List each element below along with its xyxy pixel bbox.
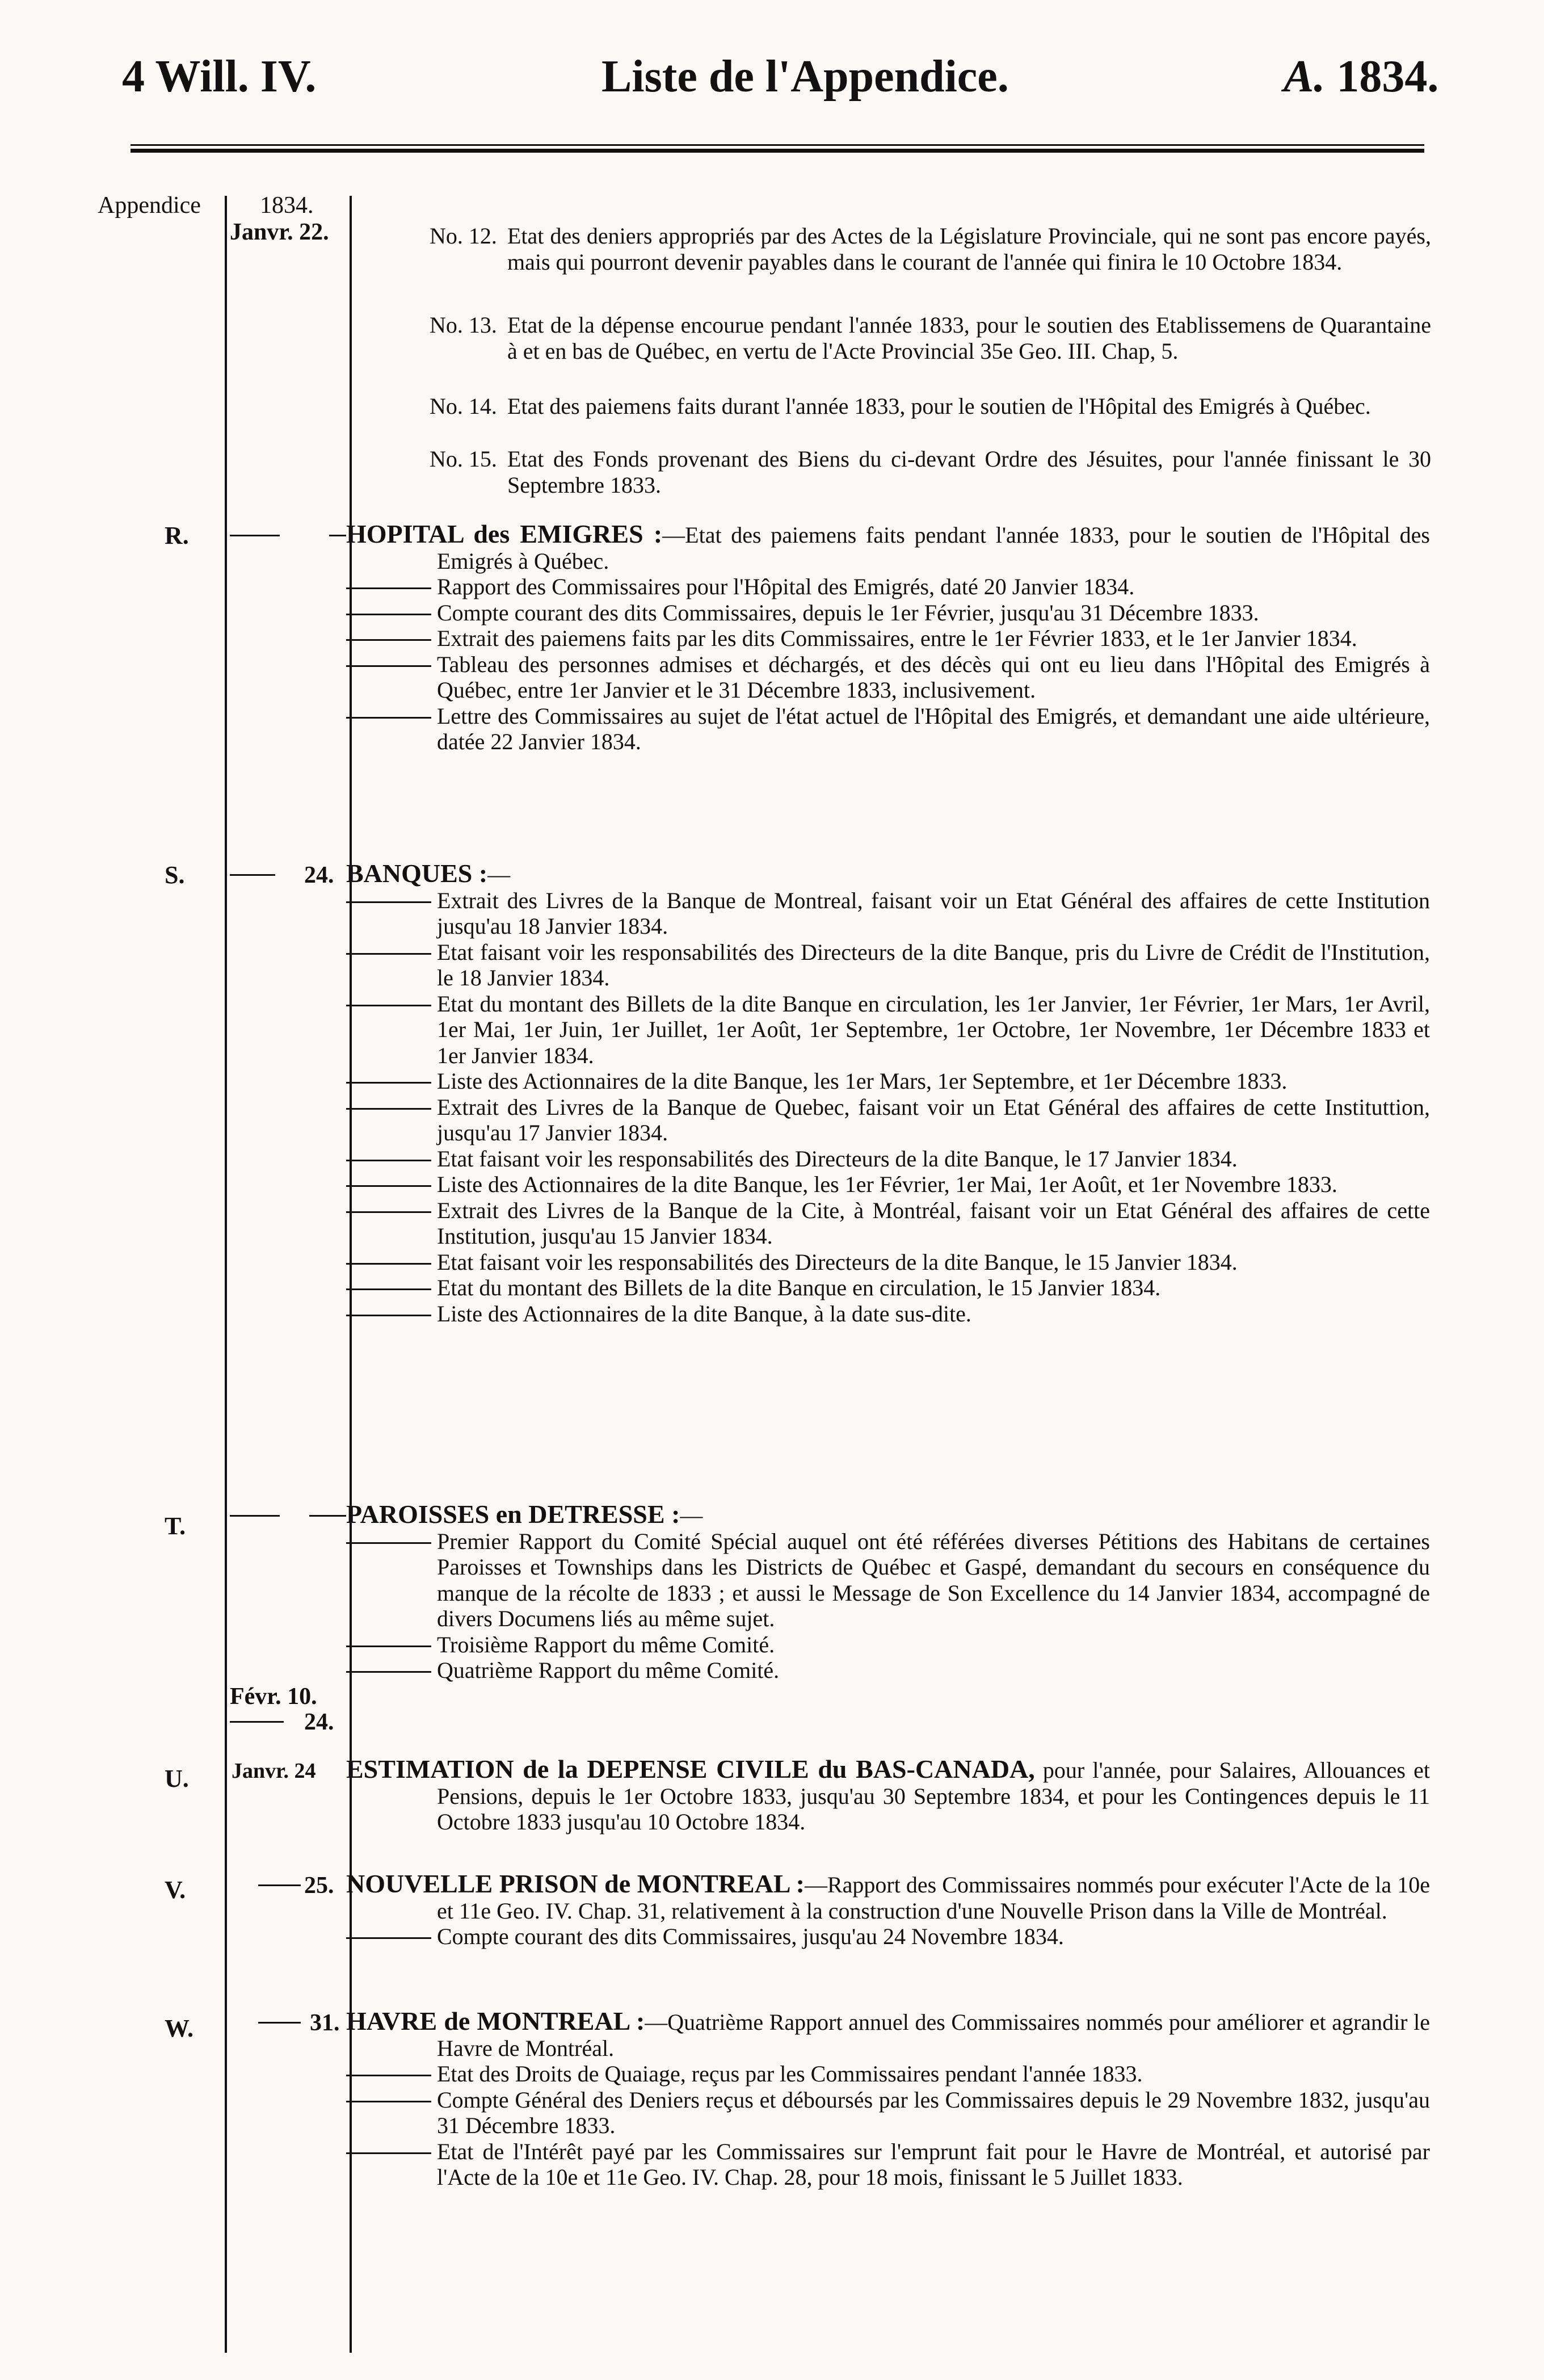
item-number: No. 14. <box>430 393 497 419</box>
sub-item-text: Extrait des Livres de la Banque de Quebec, faisant voir un Etat Général des affaires de cette Instituttion, jusqu'au 17 Janvier 1834. <box>437 1094 1430 1145</box>
sub-item <box>346 1249 1430 1275</box>
date-dash <box>258 1884 301 1886</box>
sub-item-dash <box>346 901 431 903</box>
sub-item-dash <box>346 1005 431 1006</box>
sub-item-text: Liste des Actionnaires de la dite Banque, les 1er Mars, 1er Septembre, et 1er Décembre 1833. <box>437 1068 1288 1094</box>
first-date: Janvr. 22. <box>230 219 329 245</box>
section-date: 31. <box>310 2010 340 2036</box>
item-number: No. 15. <box>430 446 497 472</box>
sub-item-dash <box>346 1185 431 1187</box>
sub-item-text: Etat du montant des Billets de la dite Banque en circulation, les 1er Janvier, 1er Février, 1er Mars, 1er Avril, 1er Mai, 1er Juin, 1er Juillet, 1er Août, 1er Septembre, 1er Octobre, 1er Novembre, 1er Décembre 1833 et 1er Janvier 1834. <box>437 990 1430 1068</box>
sub-item-dash <box>346 665 431 667</box>
item-number: No. 13. <box>430 312 497 338</box>
intro-item <box>430 223 1431 275</box>
page-title: Liste de l'Appendice. <box>601 52 1009 102</box>
sub-item <box>346 703 1430 755</box>
sub-item <box>346 1198 1430 1249</box>
sub-item-dash <box>346 1288 431 1290</box>
sub-item-text: Etat faisant voir les responsabilités des Directeurs de la dite Banque, le 17 Janvier 1834. <box>437 1145 1238 1172</box>
sub-item-dash <box>346 587 431 589</box>
date-dash <box>230 1515 280 1517</box>
section-body <box>346 861 1430 1327</box>
section-letter: U. <box>165 1765 189 1793</box>
intro-item <box>430 393 1431 419</box>
section-letter: V. <box>165 1876 186 1904</box>
sub-item-dash <box>346 1671 431 1673</box>
item-text: Etat des paiemens faits durant l'année 1833, pour le soutien de l'Hôpital des Emigrés à Québec. <box>507 393 1371 419</box>
sub-item-dash <box>346 1160 431 1161</box>
section-date: Janvr. 24 <box>232 1759 316 1783</box>
section-body <box>346 1501 1430 1684</box>
section-body <box>346 1871 1430 1950</box>
sub-item-text: Liste des Actionnaires de la dite Banque, à la date sus-dite. <box>437 1300 971 1327</box>
header-rule-thin <box>131 144 1424 146</box>
sub-item-dash <box>346 1937 431 1939</box>
sub-item-dash <box>346 1263 431 1265</box>
sub-item-text: Etat faisant voir les responsabilités des Directeurs de la dite Banque, pris du Livre de Crédit de l'Institution, le 18 Janvier 1834. <box>437 939 1430 990</box>
section-date: 24. <box>304 862 334 888</box>
intro-item <box>430 446 1431 498</box>
sub-item-text: Rapport des Commissaires pour l'Hôpital des Emigrés, daté 20 Janvier 1834. <box>437 574 1135 599</box>
sub-item-text: Lettre des Commissaires au sujet de l'état actuel de l'Hôpital des Emigrés, et demandant une aide ultérieure, datée 22 Janvier 1834. <box>437 703 1430 754</box>
section-title-rest: —Etat des paiemens faits pendant l'année 1833, pour le soutien de l'Hôpital des Emigrés à Québec. <box>437 522 1430 574</box>
sub-item-text: Liste des Actionnaires de la dite Banque, les 1er Février, 1er Mai, 1er Août, et 1er Novembre 1833. <box>437 1172 1337 1197</box>
header-session: 4 Will. IV. <box>122 52 317 102</box>
sub-item-dash <box>346 1315 431 1316</box>
sub-item-dash <box>346 1108 431 1110</box>
sub-item-text: Etat de l'Intérêt payé par les Commissaires sur l'emprunt fait pour le Havre de Montréal, et autorisé par l'Acte de la 10e et 11e Geo. IV. Chap. 28, pour 18 mois, finissant le 5 Juillet 1833. <box>437 2138 1430 2190</box>
sub-item <box>346 626 1430 652</box>
section-body <box>346 1756 1430 1835</box>
sub-item <box>346 652 1430 703</box>
sub-item-text: Extrait des Livres de la Banque de la Cite, à Montréal, faisant voir un Etat Général des affaires de cette Institution, jusqu'au 15 Janvier 1834. <box>437 1197 1430 1249</box>
item-text: Etat de la dépense encourue pendant l'année 1833, pour le soutien des Etablissemens de Quarantaine à et en bas de Québec, en vertu de l'Acte Provincial 35e Geo. III. Chap, 5. <box>507 312 1431 364</box>
sub-item <box>346 1094 1430 1146</box>
sub-item-text: Etat faisant voir les responsabilités des Directeurs de la dite Banque, le 15 Janvier 1834. <box>437 1249 1238 1275</box>
header-year <box>1284 52 1439 102</box>
date-dash <box>329 535 346 536</box>
section-body <box>346 2008 1430 2190</box>
section-title: PAROISSES en DETRESSE : <box>346 1500 680 1529</box>
sub-item-text: Premier Rapport du Comité Spécial auquel ont été référées diverses Pétitions des Habitans de certaines Paroisses et Townships dans les Districts de Québec et Gaspé, demandant du secours en conséquence du manque de la récolte de 1833 ; et aussi le Message de Son Excellence du 14 Janvier 1834, accompagné de divers Documens liés au même sujet. <box>437 1528 1430 1631</box>
sub-item <box>346 1172 1430 1198</box>
sub-item <box>346 1632 1430 1658</box>
date-dash <box>230 535 280 536</box>
section-letter: T. <box>165 1512 186 1540</box>
sub-item-dash <box>346 2075 431 2076</box>
sub-item-text: Tableau des personnes admises et déchargés, et des décès qui ont eu lieu dans l'Hôpital des Emigrés à Québec, entre 1er Janvier et le 31 Décembre 1833, inclusivement. <box>437 651 1430 703</box>
sub-item <box>346 2061 1430 2087</box>
sub-item <box>346 939 1430 991</box>
date-dash <box>230 874 275 876</box>
section-body <box>346 521 1430 755</box>
sub-item <box>346 1657 1430 1684</box>
intro-item <box>430 312 1431 364</box>
section-title: NOUVELLE PRISON de MONTREAL : <box>346 1869 805 1898</box>
year-label: 1834. <box>260 192 314 219</box>
date-dash <box>258 2022 301 2024</box>
section-title-rest: — <box>487 862 511 887</box>
sub-item-text: Compte Général des Deniers reçus et déboursés par les Commissaires depuis le 29 Novembre 1832, jusqu'au 31 Décembre 1833. <box>437 2087 1430 2138</box>
sub-item-text: Extrait des paiemens faits par les dits Commissaires, entre le 1er Février 1833, et le 1er Janvier 1834. <box>437 626 1357 651</box>
sub-item-text: Compte courant des dits Commissaires, jusqu'au 24 Novembre 1834. <box>437 1924 1064 1949</box>
header-year-value: 1834. <box>1336 52 1439 102</box>
sub-item-dash <box>346 1082 431 1084</box>
sub-item-dash <box>346 2101 431 2102</box>
sub-item-dash <box>346 639 431 641</box>
item-text: Etat des deniers appropriés par des Actes de la Législature Provinciale, qui ne sont pas encore payés, mais qui pourront devenir payables dans le courant de l'année qui finira le 10 Octobre 1834. <box>507 223 1431 275</box>
sub-item-dash <box>346 1211 431 1213</box>
section-title: ESTIMATION de la DEPENSE CIVILE du BAS-CANADA, <box>346 1754 1035 1783</box>
sub-item <box>346 2087 1430 2139</box>
sub-item-dash <box>346 717 431 719</box>
sub-item <box>346 600 1430 626</box>
section-date: 25. <box>304 1873 334 1899</box>
sub-item <box>346 1146 1430 1172</box>
section-letter: W. <box>165 2014 193 2042</box>
section-title-rest: pour l'année, pour Salaires, Allouances et Pensions, depuis le 1er Octobre 1833, jusqu'au 30 Septembre 1834, et pour les Contingences depuis le 11 Octobre 1833 jusqu'au 10 Octobre 1834. <box>437 1757 1430 1835</box>
sub-item-text: Extrait des Livres de la Banque de Montreal, faisant voir un Etat Général des affaires de cette Institution jusqu'au 18 Janvier 1834. <box>437 887 1430 939</box>
sub-item-dash <box>346 2152 431 2154</box>
item-date: 24. <box>304 1709 334 1735</box>
appendix-column-label: Appendice <box>98 192 201 219</box>
sub-item <box>346 991 1430 1069</box>
section-letter: R. <box>165 522 189 549</box>
sub-item <box>346 574 1430 600</box>
date-dash <box>309 1515 346 1517</box>
sub-item-text: Quatrième Rapport du même Comité. <box>437 1657 780 1683</box>
sub-item-dash <box>346 1542 431 1544</box>
sub-item <box>346 888 1430 939</box>
date-dash <box>230 1721 284 1723</box>
item-number: No. 12. <box>430 223 497 249</box>
section-title: HAVRE de MONTREAL : <box>346 2007 645 2035</box>
section-title-rest: — <box>680 1502 703 1528</box>
sub-item <box>346 1068 1430 1094</box>
sub-item-dash <box>346 1646 431 1647</box>
section-title-rest: —Rapport des Commissaires nommés pour exécuter l'Acte de la 10e et 11e Geo. IV. Chap. 31, relativement à la construction d'une Nouvelle Prison dans la Ville de Montréal. <box>437 1872 1430 1924</box>
sub-item <box>346 1301 1430 1327</box>
sub-item-text: Etat du montant des Billets de la dite Banque en circulation, le 15 Janvier 1834. <box>437 1275 1161 1300</box>
section-title: BANQUES : <box>346 859 488 888</box>
header-appendix-letter: A. <box>1284 52 1326 102</box>
sub-item <box>346 1275 1430 1301</box>
sub-item <box>346 2139 1430 2190</box>
section-letter: S. <box>165 861 185 889</box>
sub-item-text: Troisième Rapport du même Comité. <box>437 1631 775 1657</box>
sub-item-dash <box>346 953 431 955</box>
section-title-rest: —Quatrième Rapport annuel des Commissaires nommés pour améliorer et agrandir le Havre de Montréal. <box>437 2009 1430 2061</box>
sub-item <box>346 1924 1430 1950</box>
sub-item-text: Etat des Droits de Quaiage, reçus par les Commissaires pendant l'année 1833. <box>437 2061 1143 2087</box>
section-title: HOPITAL des EMIGRES : <box>346 519 663 548</box>
appendix-column-line <box>225 196 227 2353</box>
sub-item-text: Compte courant des dits Commissaires, depuis le 1er Février, jusqu'au 31 Décembre 1833. <box>437 599 1259 626</box>
sub-item-dash <box>346 614 431 615</box>
sub-item <box>346 1529 1430 1632</box>
item-date: Févr. 10. <box>230 1684 317 1710</box>
header-rule-thick <box>131 149 1424 153</box>
item-text: Etat des Fonds provenant des Biens du ci-devant Ordre des Jésuites, pour l'année finissant le 30 Septembre 1833. <box>507 446 1431 498</box>
